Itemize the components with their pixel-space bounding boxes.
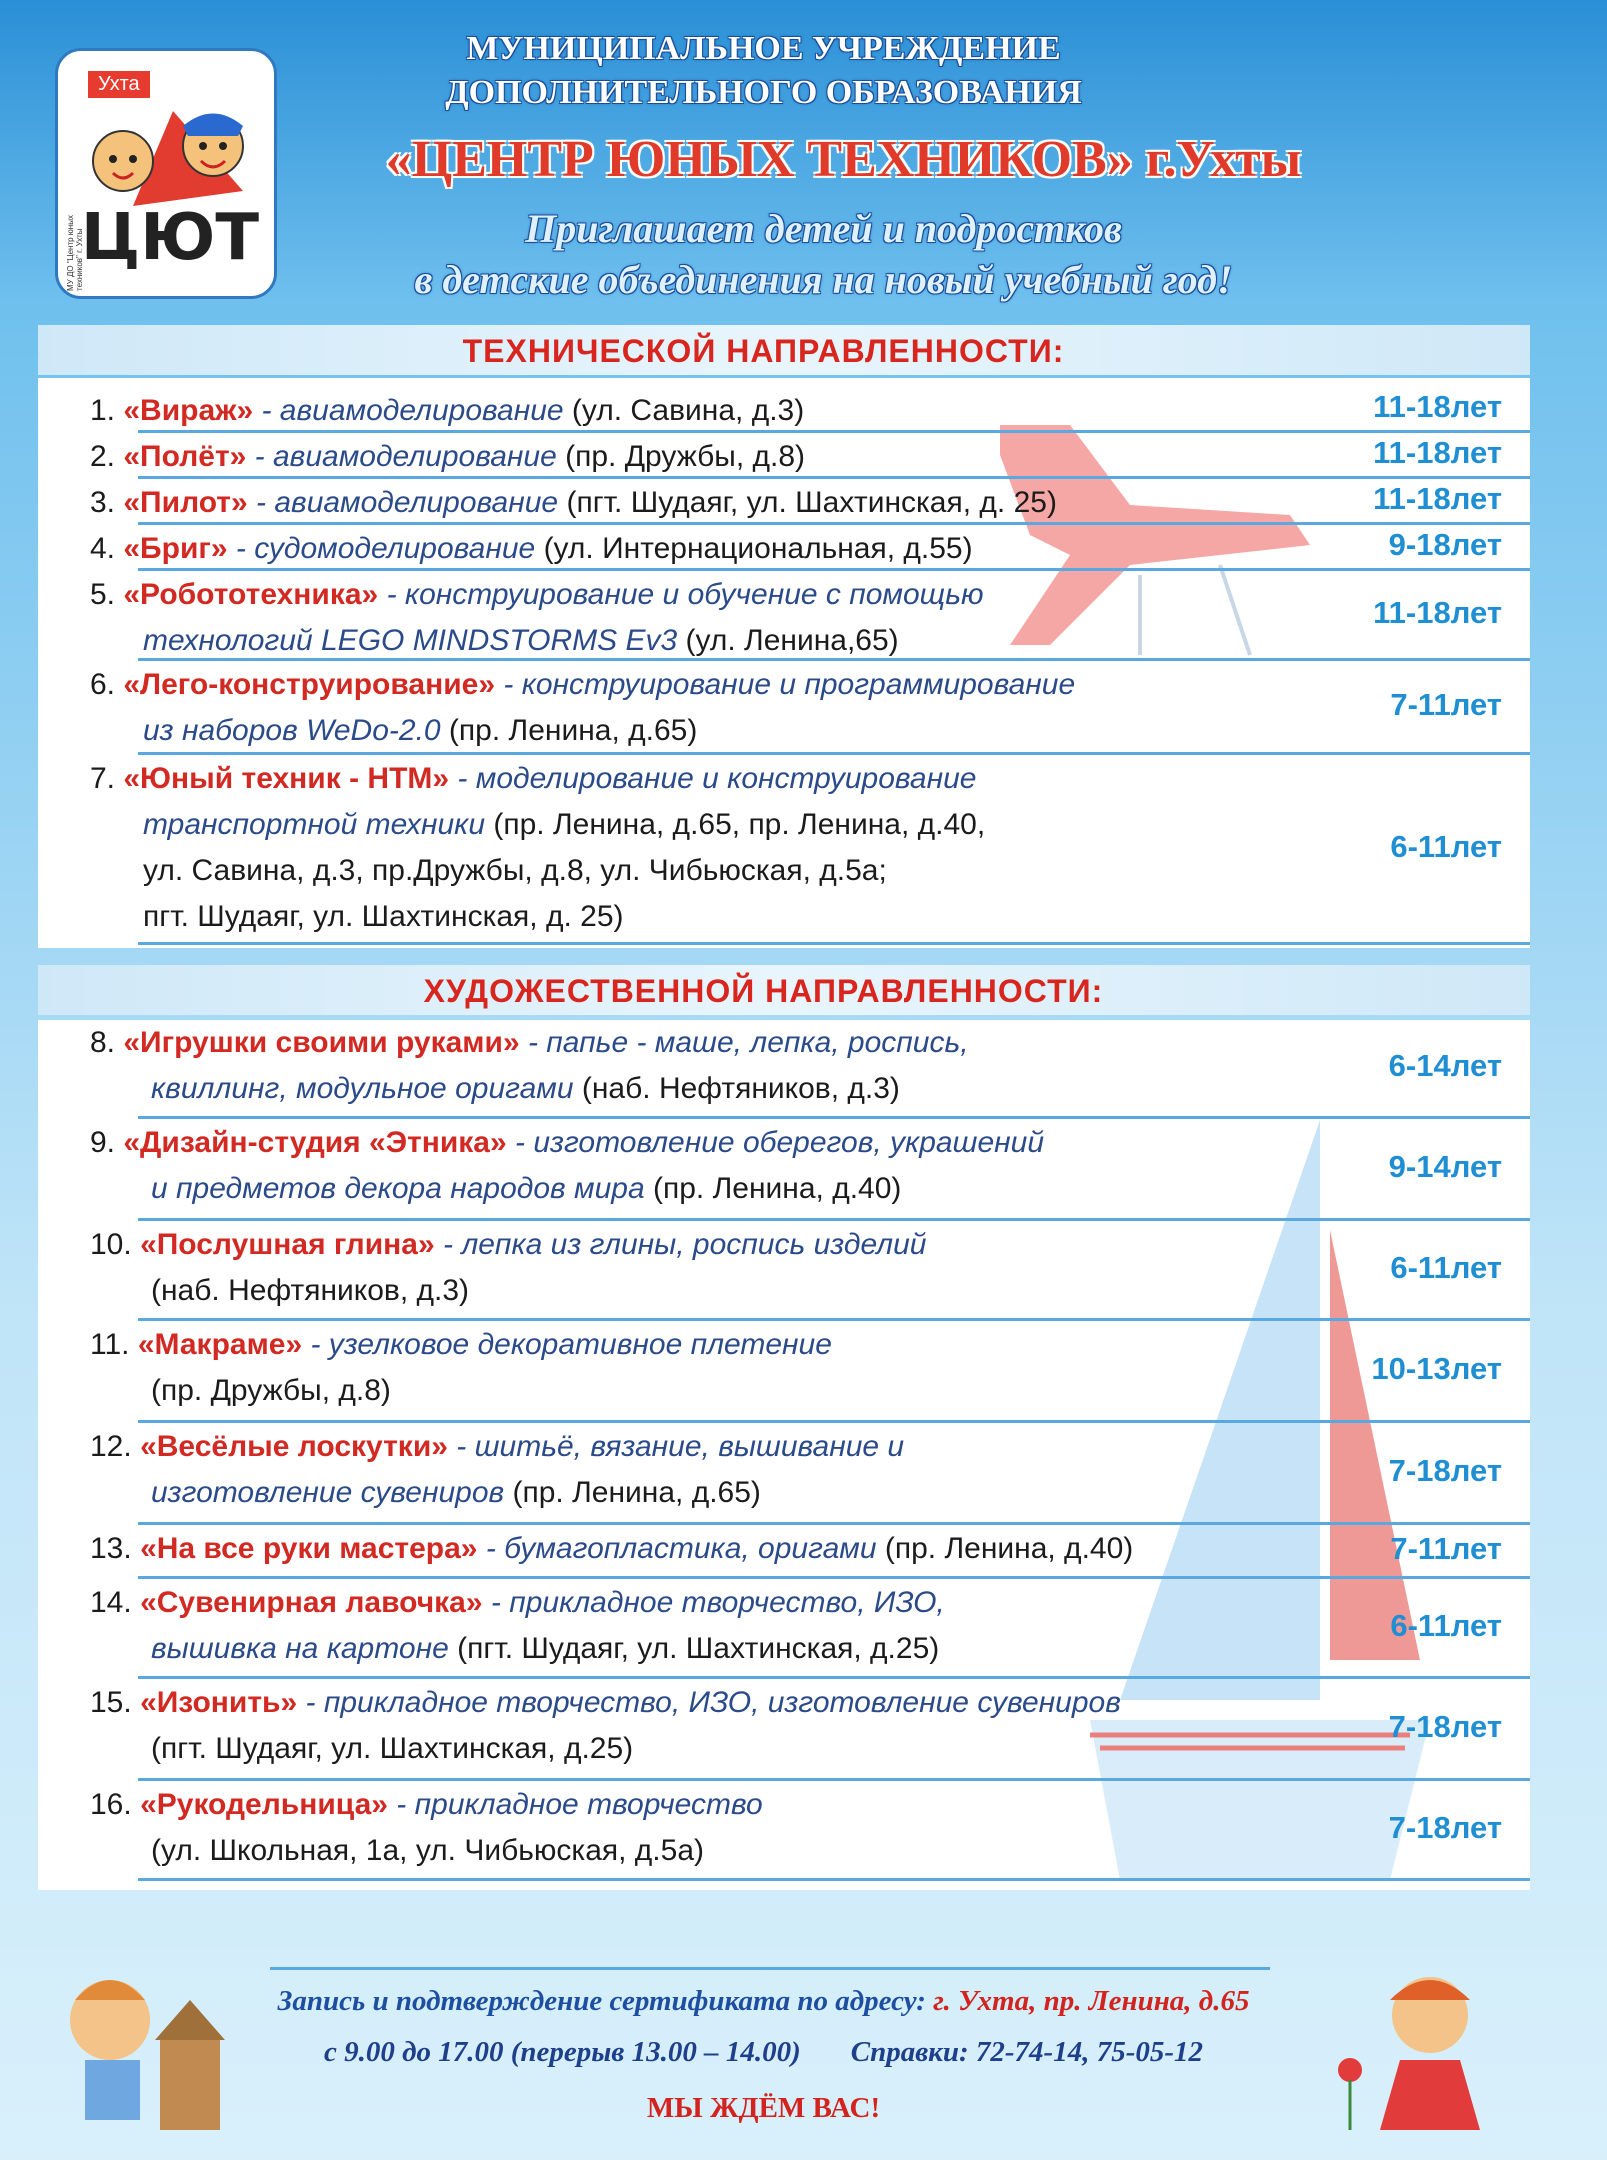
item-description: - судомоделирование (227, 532, 536, 565)
item-age-range: 6-11лет (1390, 1250, 1502, 1285)
item-name: «Вираж» (123, 394, 254, 427)
item-address-cont: (пр. Ленина, д.40) (644, 1172, 902, 1205)
item-divider (138, 1522, 1530, 1525)
item-address-cont: (пр. Ленина, д.65, пр. Ленина, д.40, (485, 808, 986, 841)
item-divider (138, 1420, 1530, 1423)
item-line1 (90, 388, 804, 434)
list-item (38, 572, 1530, 662)
item-number: 11. (90, 1328, 130, 1361)
item-description: - папье - маше, лепка, роспись, (519, 1026, 969, 1059)
list-item (38, 756, 1530, 946)
item-number: 15. (90, 1686, 132, 1719)
footer-address: г. Ухта, пр. Ленина, д.65 (933, 1985, 1250, 2017)
girl-illustration-icon (1320, 1960, 1510, 2150)
list-item (38, 1020, 1530, 1120)
item-name: «Пилот» (123, 486, 248, 519)
item-age-range: 6-11лет (1390, 1608, 1502, 1643)
list-item (38, 388, 1530, 434)
item-number: 5. (90, 578, 116, 611)
boy-illustration-icon (40, 1960, 250, 2150)
list-item (38, 1782, 1530, 1882)
item-description: - авиамоделирование (246, 440, 557, 473)
item-line1 (90, 1222, 926, 1268)
item-description: - конструирование и программирование (495, 668, 1076, 701)
item-address-cont: (ул. Ленина,65) (677, 624, 899, 657)
item-line2 (151, 1066, 900, 1112)
item-description-cont: вышивка на картоне (151, 1632, 449, 1665)
item-line1 (90, 1580, 945, 1626)
logo-city: Ухта (88, 71, 150, 98)
item-address-cont: (наб. Нефтяников, д.3) (151, 1274, 470, 1307)
item-name: «На все руки мастера» (140, 1532, 478, 1565)
item-line1 (90, 756, 976, 802)
list-item (38, 1580, 1530, 1680)
list-item (38, 1526, 1530, 1580)
item-divider (138, 658, 1530, 661)
footer-divider (270, 1967, 1270, 1970)
item-description: - прикладное творчество, ИЗО, изготовление сувениров (297, 1686, 1121, 1719)
footer-signup-text: Запись и подтверждение сертификата по адресу: (277, 1985, 934, 2017)
item-line2 (151, 1166, 901, 1212)
logo-abbr: ЦЮТ (80, 201, 260, 275)
item-divider (138, 752, 1530, 755)
section-tech-title: ТЕХНИЧЕСКОЙ НАПРАВЛЕННОСТИ: (462, 333, 1065, 369)
item-description: - прикладное творчество (387, 1788, 763, 1821)
item-name: «Послушная глина» (140, 1228, 435, 1261)
item-name: «Весёлые лоскутки» (140, 1430, 448, 1463)
item-name: «Изонить» (140, 1686, 298, 1719)
item-description: - конструирование и обучение с помощью (378, 578, 984, 611)
item-address-cont: (пр. Ленина, д.65) (504, 1476, 761, 1509)
item-line1 (90, 1424, 904, 1470)
item-line2 (151, 1726, 633, 1772)
item-age-range: 11-18лет (1373, 595, 1502, 630)
item-address-cont: (ул. Школьная, 1а, ул. Чибьюская, д.5а) (151, 1834, 704, 1867)
item-divider (138, 430, 1530, 433)
item-address: (ул. Интернациональная, д.55) (535, 532, 973, 565)
item-divider (138, 476, 1530, 479)
item-number: 1. (90, 394, 116, 427)
item-name: «Макраме» (137, 1328, 303, 1361)
item-line2 (151, 1470, 761, 1516)
list-item (38, 662, 1530, 756)
item-description: - моделирование и конструирование (449, 762, 977, 795)
item-name: «Игрушки своими руками» (123, 1026, 520, 1059)
list-item (38, 1322, 1530, 1424)
item-line1 (90, 434, 805, 480)
item-age-range: 6-14лет (1388, 1048, 1502, 1083)
item-address: (пр. Ленина, д.40) (876, 1532, 1134, 1565)
item-number: 6. (90, 668, 116, 701)
list-item (38, 1222, 1530, 1322)
item-number: 2. (90, 440, 116, 473)
header-line1: МУНИЦИПАЛЬНОЕ УЧРЕЖДЕНИЕ (466, 30, 1061, 67)
item-age-range: 10-13лет (1371, 1351, 1502, 1386)
item-address-cont: (пр. Ленина, д.65) (440, 714, 698, 747)
item-name: «Юный техник - НТМ» (123, 762, 450, 795)
item-number: 10. (90, 1228, 132, 1261)
item-address: (ул. Савина, д.3) (571, 394, 805, 427)
item-line1 (90, 1782, 763, 1828)
item-name: «Полёт» (123, 440, 247, 473)
item-description-cont: изготовление сувениров (151, 1476, 505, 1509)
item-age-range: 11-18лет (1373, 481, 1502, 516)
item-line1 (90, 572, 984, 618)
header-invite2: в детские объединения на новый учебный год! (414, 257, 1233, 302)
item-description: - бумагопластика, оригами (477, 1532, 877, 1565)
item-divider (138, 1878, 1530, 1881)
item-line1 (90, 1120, 1044, 1166)
item-name: «Сувенирная лавочка» (140, 1586, 483, 1619)
item-divider (138, 1116, 1530, 1119)
item-divider (138, 1318, 1530, 1321)
item-name: «Рукодельница» (140, 1788, 388, 1821)
item-number: 13. (90, 1532, 132, 1565)
item-line2 (151, 1268, 469, 1314)
item-description: - авиамоделирование (247, 486, 567, 519)
list-item (38, 1120, 1530, 1222)
item-line2 (143, 708, 697, 754)
item-line1 (90, 526, 973, 572)
item-description: - узелковое декоративное плетение (302, 1328, 832, 1361)
list-item (38, 1680, 1530, 1782)
item-divider (138, 1576, 1530, 1579)
item-number: 14. (90, 1586, 132, 1619)
header-line2: ДОПОЛНИТЕЛЬНОГО ОБРАЗОВАНИЯ (445, 74, 1082, 111)
item-address: (пр. Дружбы, д.8) (556, 440, 806, 473)
item-divider (138, 1676, 1530, 1679)
list-item (38, 1424, 1530, 1526)
item-number: 9. (90, 1126, 116, 1159)
item-age-range: 9-18лет (1388, 527, 1502, 562)
list-item (38, 480, 1530, 526)
item-description: - авиамоделирование (253, 394, 572, 427)
item-description-cont: квиллинг, модульное оригами (151, 1072, 574, 1105)
item-line2 (143, 802, 985, 848)
item-description-cont: из наборов WeDo-2.0 (143, 714, 441, 747)
item-name: «Бриг» (123, 532, 228, 565)
item-divider (138, 568, 1530, 571)
item-number: 8. (90, 1026, 116, 1059)
item-divider (138, 1778, 1530, 1781)
item-description: - изготовление оберегов, украшений (506, 1126, 1045, 1159)
item-line1 (90, 1322, 832, 1368)
item-address-cont: (пгт. Шудаяг, ул. Шахтинская, д.25) (448, 1632, 940, 1665)
item-age-range: 7-11лет (1390, 1531, 1502, 1566)
item-number: 12. (90, 1430, 132, 1463)
item-description: - прикладное творчество, ИЗО, (482, 1586, 945, 1619)
list-item (38, 526, 1530, 572)
item-age-range: 7-18лет (1388, 1810, 1502, 1845)
item-number: 3. (90, 486, 116, 519)
item-line1 (90, 480, 1057, 526)
item-line4: пгт. Шудаяг, ул. Шахтинская, д. 25) (143, 900, 624, 933)
item-age-range: 11-18лет (1373, 389, 1502, 424)
item-number: 16. (90, 1788, 132, 1821)
footer-phones: Справки: 72-74-14, 75-05-12 (850, 2036, 1204, 2068)
item-name: «Робототехника» (123, 578, 379, 611)
item-age-range: 6-11лет (1390, 829, 1502, 864)
footer-welcome: МЫ ЖДЁМ ВАС! (646, 2092, 881, 2124)
item-age-range: 11-18лет (1373, 435, 1502, 470)
item-age-range: 7-18лет (1388, 1453, 1502, 1488)
header-title: «ЦЕНТР ЮНЫХ ТЕХНИКОВ» г.Ухты (385, 131, 1302, 188)
item-line3: ул. Савина, д.3, пр.Дружбы, д.8, ул. Чибьюская, д.5а; (143, 854, 887, 887)
item-age-range: 7-11лет (1390, 687, 1502, 722)
item-line1 (90, 1020, 969, 1066)
item-line2 (151, 1626, 939, 1672)
item-number: 7. (90, 762, 116, 795)
section-art-title: ХУДОЖЕСТВЕННОЙ НАПРАВЛЕННОСТИ: (423, 973, 1104, 1009)
logo-caption: МУ ДО "Центр юных техников" г. Ухты (66, 215, 84, 291)
item-description: - шитьё, вязание, вышивание и (447, 1430, 905, 1463)
item-description: - лепка из глины, роспись изделий (434, 1228, 927, 1261)
header-invite1: Приглашает детей и подростков (525, 206, 1122, 251)
item-line1 (90, 1526, 1133, 1572)
list-item (38, 434, 1530, 480)
item-description-cont: технологий LEGO MINDSTORMS Ev3 (143, 624, 678, 657)
item-address-cont: (наб. Нефтяников, д.3) (573, 1072, 900, 1105)
item-address-cont: (пгт. Шудаяг, ул. Шахтинская, д.25) (151, 1732, 634, 1765)
item-name: «Лего-конструирование» (123, 668, 496, 701)
item-divider (138, 942, 1530, 945)
item-description-cont: транспортной техники (143, 808, 486, 841)
item-line1 (90, 1680, 1121, 1726)
item-name: «Дизайн-студия «Этника» (123, 1126, 507, 1159)
footer-hours: с 9.00 до 17.00 (перерыв 13.00 – 14.00) (323, 2036, 801, 2068)
item-line2 (151, 1368, 391, 1414)
item-line2 (151, 1828, 704, 1874)
item-line1 (90, 662, 1075, 708)
item-description-cont: и предметов декора народов мира (151, 1172, 645, 1205)
item-age-range: 9-14лет (1388, 1149, 1502, 1184)
item-address: (пгт. Шудаяг, ул. Шахтинская, д. 25) (566, 486, 1057, 519)
item-divider (138, 1218, 1530, 1221)
item-age-range: 7-18лет (1388, 1709, 1502, 1744)
item-divider (138, 522, 1530, 525)
item-address-cont: (пр. Дружбы, д.8) (151, 1374, 391, 1407)
item-number: 4. (90, 532, 116, 565)
